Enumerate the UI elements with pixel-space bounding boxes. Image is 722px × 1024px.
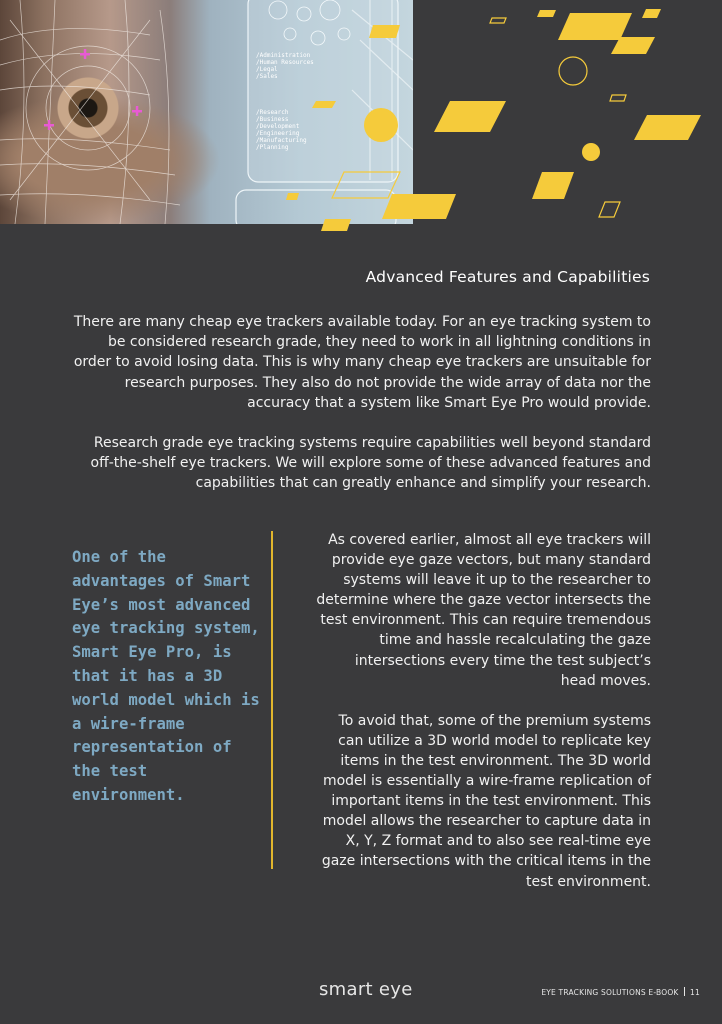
intro-text — [72, 312, 651, 514]
footer-doc-title-text: EYE TRACKING SOLUTIONS E-BOOK — [541, 988, 679, 997]
smart-eye-logo: smart eye — [319, 979, 413, 1000]
footer-separator — [684, 987, 686, 996]
body-paragraph-2: To avoid that, some of the premium systems can utilize a 3D world model to replicate key items in the test environment. The 3D world model is essentially a wire-frame replication of important items in the test environment. This model allows the researcher to capture data in X, Y, Z format and to also see real-time eye gaze intersections with the critical items in the test environment. — [321, 712, 651, 890]
column-divider — [271, 531, 273, 869]
hero-menu-top-1: /Administration — [256, 52, 311, 59]
section-heading: Advanced Features and Capabilities — [365, 268, 650, 286]
body-paragraph-1: As covered earlier, almost all eye trackers will provide eye gaze vectors, but many standard systems will leave it up to the researcher to determine where the gaze vector intersects the test environment. This can require tremendous time and hassle recalculating the gaze intersections every time the test subject’s head moves. — [316, 532, 651, 689]
footer-doc-title — [541, 987, 700, 997]
intro-paragraph-1: There are many cheap eye trackers available today. For an eye tracking system to be considered research grade, they need to work in all lightning conditions in order to avoid losing data. This is why many cheap eye trackers are unsuitable for research purposes. They also do not provide the wide array of data nor the accuracy that a system like Smart Eye Pro would provide. — [73, 314, 651, 411]
hero-menu-bottom-6: /Planning — [256, 144, 289, 151]
body-column — [316, 530, 651, 912]
hero-menu-top-2: /Human Resources — [256, 59, 314, 66]
page-number: 11 — [690, 988, 700, 997]
intro-paragraph-2: Research grade eye tracking systems require capabilities well beyond standard off-the-shelf eye trackers. We will explore some of these advanced features and capabilities that can greatly enhance and simplify your research. — [90, 435, 651, 492]
hero-image — [0, 0, 413, 224]
hero-menu-top-3: /Legal — [256, 66, 278, 73]
hero-menu-bottom-1: /Research — [256, 109, 289, 116]
hero-menu-bottom-2: /Business — [256, 116, 289, 123]
hero-menu-bottom-5: /Manufacturing — [256, 137, 307, 144]
hero-menu-bottom-4: /Engineering — [256, 130, 300, 137]
face-wireframe-graphic — [0, 0, 413, 224]
pull-quote: One of the advantages of Smart Eye’s most advanced eye tracking system, Smart Eye Pro, is that it has a 3D world model which is a wire-frame representation of the test environment. — [72, 548, 260, 804]
hero-menu-bottom-3: /Development — [256, 123, 300, 130]
hero-menu-top-4: /Sales — [256, 73, 278, 80]
